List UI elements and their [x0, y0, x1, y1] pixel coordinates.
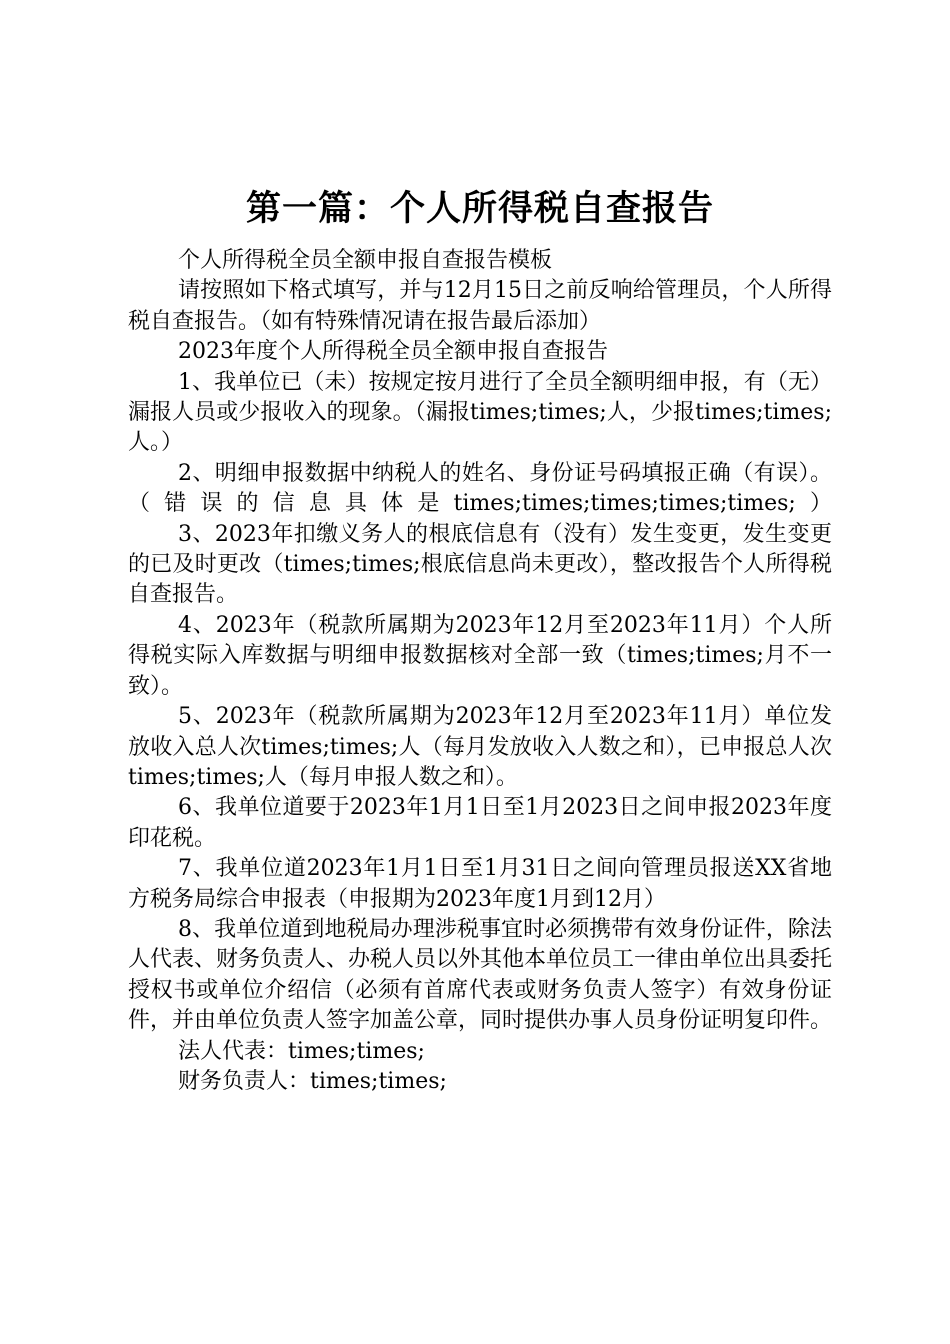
document-page: [128, 186, 832, 1097]
paragraph-report-heading: 2023年度个人所得税全员全额申报自查报告: [178, 339, 608, 365]
paragraph-item-6: 6、我单位道要于2023年1月1日至1月2023日之间申报2023年度印花税。: [128, 795, 832, 851]
finance-manager-line: 财务负责人：times;times;: [178, 1068, 447, 1094]
paragraph-item-5: 5、2023年（税款所属期为2023年12月至2023年11月）单位发放收入总人次times;times;人（每月发放收入人数之和），已申报总人次times;times;人（每月申报人数之和）。: [128, 704, 832, 790]
paragraph-item-3: 3、2023年扣缴义务人的根底信息有（没有）发生变更，发生变更的已及时更改（times;times;根底信息尚未更改），整改报告个人所得税自查报告。: [128, 521, 832, 608]
document-title: 第一篇：个人所得税自查报告: [245, 189, 714, 229]
paragraph-item-2: 2、明细申报数据中纳税人的姓名、身份证号码填报正确（有误）。（错误的信息具体是times;times;times;times;times;）: [128, 460, 832, 517]
paragraph-template-heading: 个人所得税全员全额申报自查报告模板: [178, 248, 553, 273]
paragraph-item-7: 7、我单位道2023年1月1日至1月31日之间向管理员报送XX省地方税务局综合申报表（申报期为2023年度1月到12月）: [128, 856, 832, 912]
paragraph-instructions: 请按照如下格式填写，并与12月15日之前反响给管理员，个人所得税自查报告。（如有特殊情况请在报告最后添加）: [128, 278, 832, 334]
legal-representative-line: 法人代表：times;times;: [178, 1038, 425, 1064]
paragraph-item-8: 8、我单位道到地税局办理涉税事宜时必须携带有效身份证件，除法人代表、财务负责人、办税人员以外其他本单位员工一律由单位出具委托授权书或单位介绍信（必须有首席代表或财务负责人签字）有效身份证件，并由单位负责人签字加盖公章，同时提供办事人员身份证明复印件。: [128, 916, 833, 1034]
paragraph-item-1: 1、我单位已（未）按规定按月进行了全员全额明细申报，有（无）漏报人员或少报收入的现象。（漏报times;times;人，少报times;times;人。）: [128, 369, 832, 456]
paragraph-item-4: 4、2023年（税款所属期为2023年12月至2023年11月）个人所得税实际入库数据与明细申报数据核对全部一致（times;times;月不一致）。: [128, 612, 832, 699]
